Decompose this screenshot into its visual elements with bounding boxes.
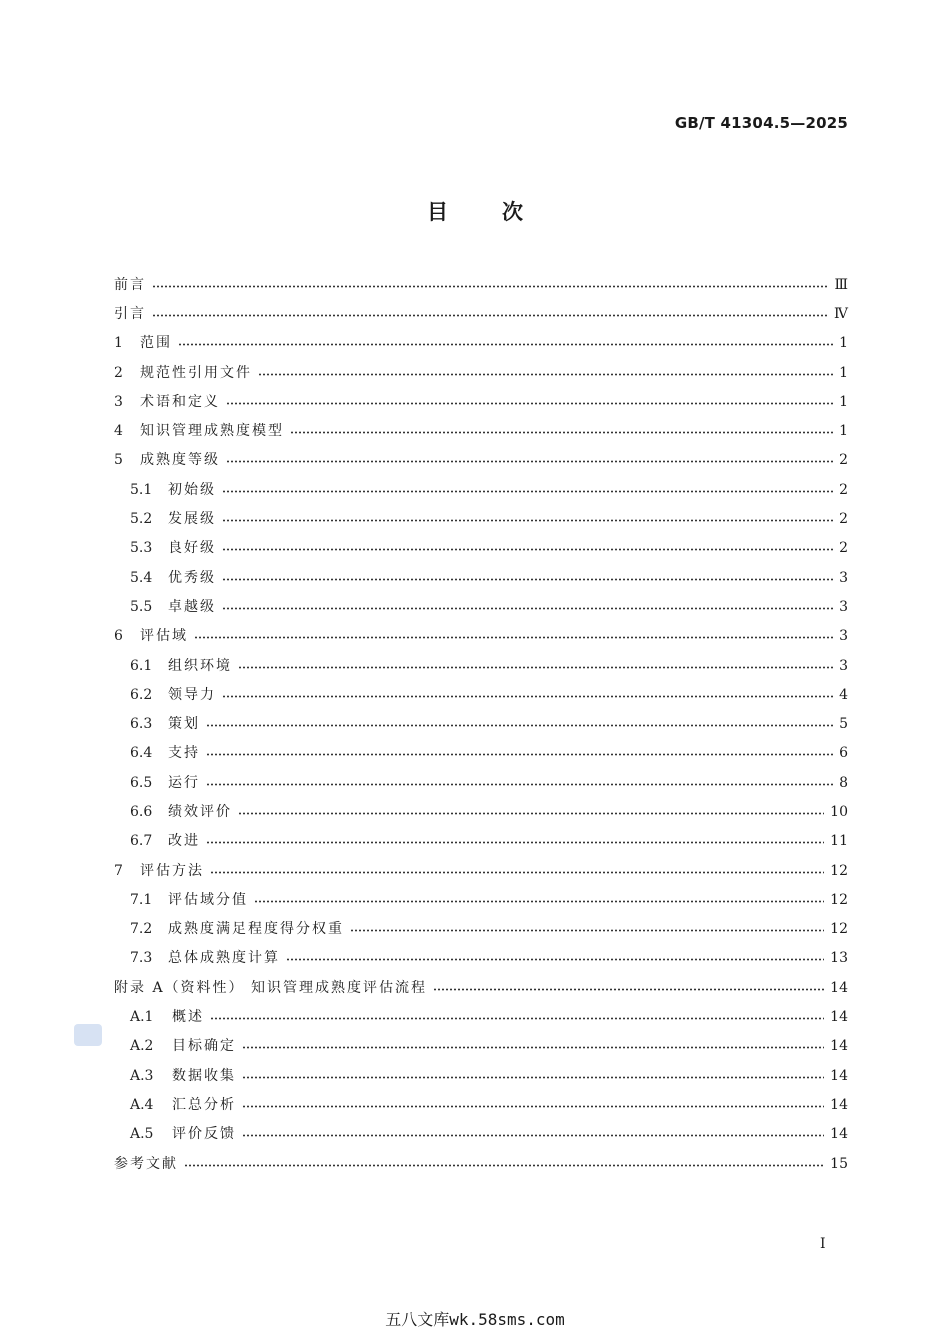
toc-entry[interactable] [114, 856, 848, 885]
toc-entry-label: 概述 [172, 1009, 204, 1026]
toc-dot-leader [350, 929, 824, 932]
toc-entry-number: 5.2 [130, 511, 153, 528]
toc-entry-page: 12 [830, 891, 848, 908]
toc-entry-page: 2 [839, 511, 848, 528]
toc-entry-label: 术语和定义 [140, 393, 220, 410]
toc-entry-page: 5 [839, 716, 848, 733]
toc-entry-label: 发展级 [168, 511, 216, 528]
toc-entry[interactable] [114, 270, 848, 299]
toc-dot-leader [152, 314, 828, 317]
toc-entry-number: 6.7 [130, 833, 153, 850]
toc-entry-label: 优秀级 [168, 569, 216, 586]
toc-dot-leader [242, 1134, 824, 1137]
toc-entry-page: 2 [839, 540, 848, 557]
toc-entry-label: 数据收集 [172, 1067, 236, 1084]
page-title-part2: 次 [502, 200, 523, 224]
page-title-part1: 目 [427, 200, 448, 224]
toc-entry-label: 规范性引用文件 [140, 364, 252, 381]
toc-entry[interactable] [114, 387, 848, 416]
toc-entry-number: A.3 [130, 1067, 154, 1084]
toc-dot-leader [206, 724, 833, 727]
toc-entry[interactable] [114, 885, 848, 914]
toc-dot-leader [178, 343, 833, 346]
toc-entry-page: 6 [839, 745, 848, 762]
toc-entry-number: 6.3 [130, 716, 153, 733]
toc-entry-page: 14 [830, 979, 848, 996]
toc-entry[interactable] [114, 622, 848, 651]
toc-dot-leader [210, 1017, 824, 1020]
toc-entry-number: 7.3 [130, 950, 153, 967]
toc-entry-number: 6.4 [130, 745, 153, 762]
toc-entry-label: 卓越级 [168, 598, 216, 615]
toc-entry[interactable] [114, 1061, 848, 1090]
toc-entry-number: 5.5 [130, 598, 153, 615]
toc-entry-number: 6.1 [130, 657, 153, 674]
toc-entry-page: 2 [839, 481, 848, 498]
toc-entry-label: 引言 [114, 305, 146, 322]
toc-entry-label: 领导力 [168, 686, 216, 703]
toc-entry-number: 6.2 [130, 686, 153, 703]
toc-dot-leader [258, 373, 833, 376]
toc-entry-number: 7 [114, 862, 123, 879]
publisher-stamp-icon [74, 1024, 102, 1046]
toc-entry-page: 14 [830, 1096, 848, 1113]
toc-dot-leader [194, 636, 833, 639]
toc-dot-leader [242, 1076, 824, 1079]
toc-dot-leader [226, 460, 833, 463]
toc-entry-page: 1 [839, 393, 848, 410]
toc-entry[interactable] [114, 1090, 848, 1119]
toc-entry-label: 评估方法 [140, 862, 204, 879]
toc-entry-label: 评价反馈 [172, 1126, 236, 1143]
toc-dot-leader [238, 666, 833, 669]
toc-entry-number: 4 [114, 423, 123, 440]
toc-entry[interactable] [114, 1120, 848, 1149]
toc-entry-page: 4 [839, 686, 848, 703]
toc-entry-number: 5.1 [130, 481, 153, 498]
toc-entry-number: A.2 [130, 1038, 154, 1055]
toc-entry-number: 6 [114, 628, 123, 645]
toc-entry[interactable] [114, 299, 848, 328]
toc-entry-label: 知识管理成熟度模型 [140, 423, 284, 440]
toc-entry[interactable] [114, 680, 848, 709]
toc-entry[interactable] [114, 827, 848, 856]
toc-entry-label: 支持 [168, 745, 200, 762]
toc-entry-page: 14 [830, 1009, 848, 1026]
toc-dot-leader [222, 548, 833, 551]
toc-entry-page: 14 [830, 1067, 848, 1084]
toc-dot-leader [222, 695, 833, 698]
toc-entry[interactable] [114, 1032, 848, 1061]
toc-dot-leader [286, 958, 824, 961]
toc-dot-leader [152, 285, 828, 288]
toc-entry-page: 10 [830, 803, 848, 820]
toc-entry-number: 1 [114, 335, 123, 352]
toc-entry-label: 参考文献 [114, 1155, 178, 1172]
toc-entry-page: Ⅲ [834, 276, 848, 293]
toc-entry-label: 成熟度等级 [140, 452, 220, 469]
toc-entry-page: 12 [830, 921, 848, 938]
toc-entry-label: 绩效评价 [168, 803, 232, 820]
toc-dot-leader [222, 578, 833, 581]
toc-entry-page: 14 [830, 1126, 848, 1143]
toc-dot-leader [433, 988, 824, 991]
toc-dot-leader [222, 519, 833, 522]
toc-dot-leader [290, 431, 833, 434]
toc-dot-leader [184, 1164, 824, 1167]
toc-entry-page: 1 [839, 364, 848, 381]
toc-entry-label: 前言 [114, 276, 146, 293]
toc-dot-leader [242, 1105, 824, 1108]
page-folio: I [820, 1236, 826, 1252]
toc-entry-label: 改进 [168, 833, 200, 850]
toc-entry-label: 初始级 [168, 481, 216, 498]
table-of-contents [114, 270, 848, 1178]
toc-entry-label: 评估域分值 [168, 891, 248, 908]
toc-entry[interactable] [114, 358, 848, 387]
toc-entry-label: 组织环境 [168, 657, 232, 674]
toc-dot-leader [206, 783, 833, 786]
toc-entry-page: 3 [839, 598, 848, 615]
toc-entry[interactable] [114, 915, 848, 944]
toc-entry-page: 1 [839, 423, 848, 440]
toc-entry[interactable] [114, 768, 848, 797]
toc-dot-leader [222, 607, 833, 610]
toc-entry[interactable] [114, 475, 848, 504]
toc-entry[interactable] [114, 1149, 848, 1178]
toc-entry[interactable] [114, 416, 848, 445]
toc-entry-number: 7.1 [130, 891, 153, 908]
toc-dot-leader [206, 841, 824, 844]
toc-dot-leader [226, 402, 833, 405]
toc-entry[interactable] [114, 534, 848, 563]
toc-entry-page: 8 [839, 774, 848, 791]
toc-entry[interactable] [114, 651, 848, 680]
toc-entry-page: 13 [830, 950, 848, 967]
toc-entry-number: A.1 [130, 1009, 154, 1026]
toc-entry[interactable] [114, 329, 848, 358]
toc-entry-page: 3 [839, 657, 848, 674]
toc-entry-label: 总体成熟度计算 [168, 950, 280, 967]
toc-entry[interactable] [114, 973, 848, 1002]
toc-entry[interactable] [114, 563, 848, 592]
toc-entry-number: A.5 [130, 1126, 154, 1143]
toc-entry-label: 目标确定 [172, 1038, 236, 1055]
toc-entry-page: 3 [839, 628, 848, 645]
toc-entry-number: 5.3 [130, 540, 153, 557]
toc-entry-number: 6.5 [130, 774, 153, 791]
toc-entry-number: 5.4 [130, 569, 153, 586]
toc-entry-number: 7.2 [130, 921, 153, 938]
page-title [0, 196, 950, 226]
toc-entry-number: 2 [114, 364, 123, 381]
toc-entry-label: 范围 [140, 335, 172, 352]
toc-entry-label: 运行 [168, 774, 200, 791]
toc-dot-leader [242, 1046, 824, 1049]
toc-entry[interactable] [114, 944, 848, 973]
watermark: 五八文库wk.58sms.com [385, 1310, 565, 1329]
toc-entry[interactable] [114, 446, 848, 475]
toc-entry-number: 6.6 [130, 803, 153, 820]
toc-entry[interactable] [114, 592, 848, 621]
toc-entry-label: 汇总分析 [172, 1096, 236, 1113]
toc-dot-leader [238, 812, 824, 815]
toc-entry[interactable] [114, 709, 848, 738]
toc-entry-page: Ⅳ [834, 305, 848, 322]
toc-entry[interactable] [114, 797, 848, 826]
toc-entry-page: 12 [830, 862, 848, 879]
toc-dot-leader [222, 490, 833, 493]
toc-entry-label: 附录 A（资料性） 知识管理成熟度评估流程 [114, 979, 428, 996]
toc-entry-label: 良好级 [168, 540, 216, 557]
toc-entry-label: 成熟度满足程度得分权重 [168, 921, 344, 938]
standard-number: GB/T 41304.5—2025 [674, 114, 848, 132]
toc-entry[interactable] [114, 739, 848, 768]
toc-entry-page: 14 [830, 1038, 848, 1055]
toc-entry-label: 评估域 [140, 628, 188, 645]
toc-entry[interactable] [114, 1002, 848, 1031]
toc-entry[interactable] [114, 504, 848, 533]
toc-entry-number: 3 [114, 393, 123, 410]
toc-entry-number: 5 [114, 452, 123, 469]
toc-dot-leader [206, 753, 833, 756]
toc-entry-label: 策划 [168, 716, 200, 733]
toc-entry-page: 11 [830, 833, 848, 850]
toc-entry-page: 15 [830, 1155, 848, 1172]
toc-dot-leader [210, 871, 824, 874]
toc-entry-page: 1 [839, 335, 848, 352]
toc-dot-leader [254, 900, 824, 903]
toc-entry-page: 2 [839, 452, 848, 469]
toc-entry-number: A.4 [130, 1096, 154, 1113]
toc-entry-page: 3 [839, 569, 848, 586]
